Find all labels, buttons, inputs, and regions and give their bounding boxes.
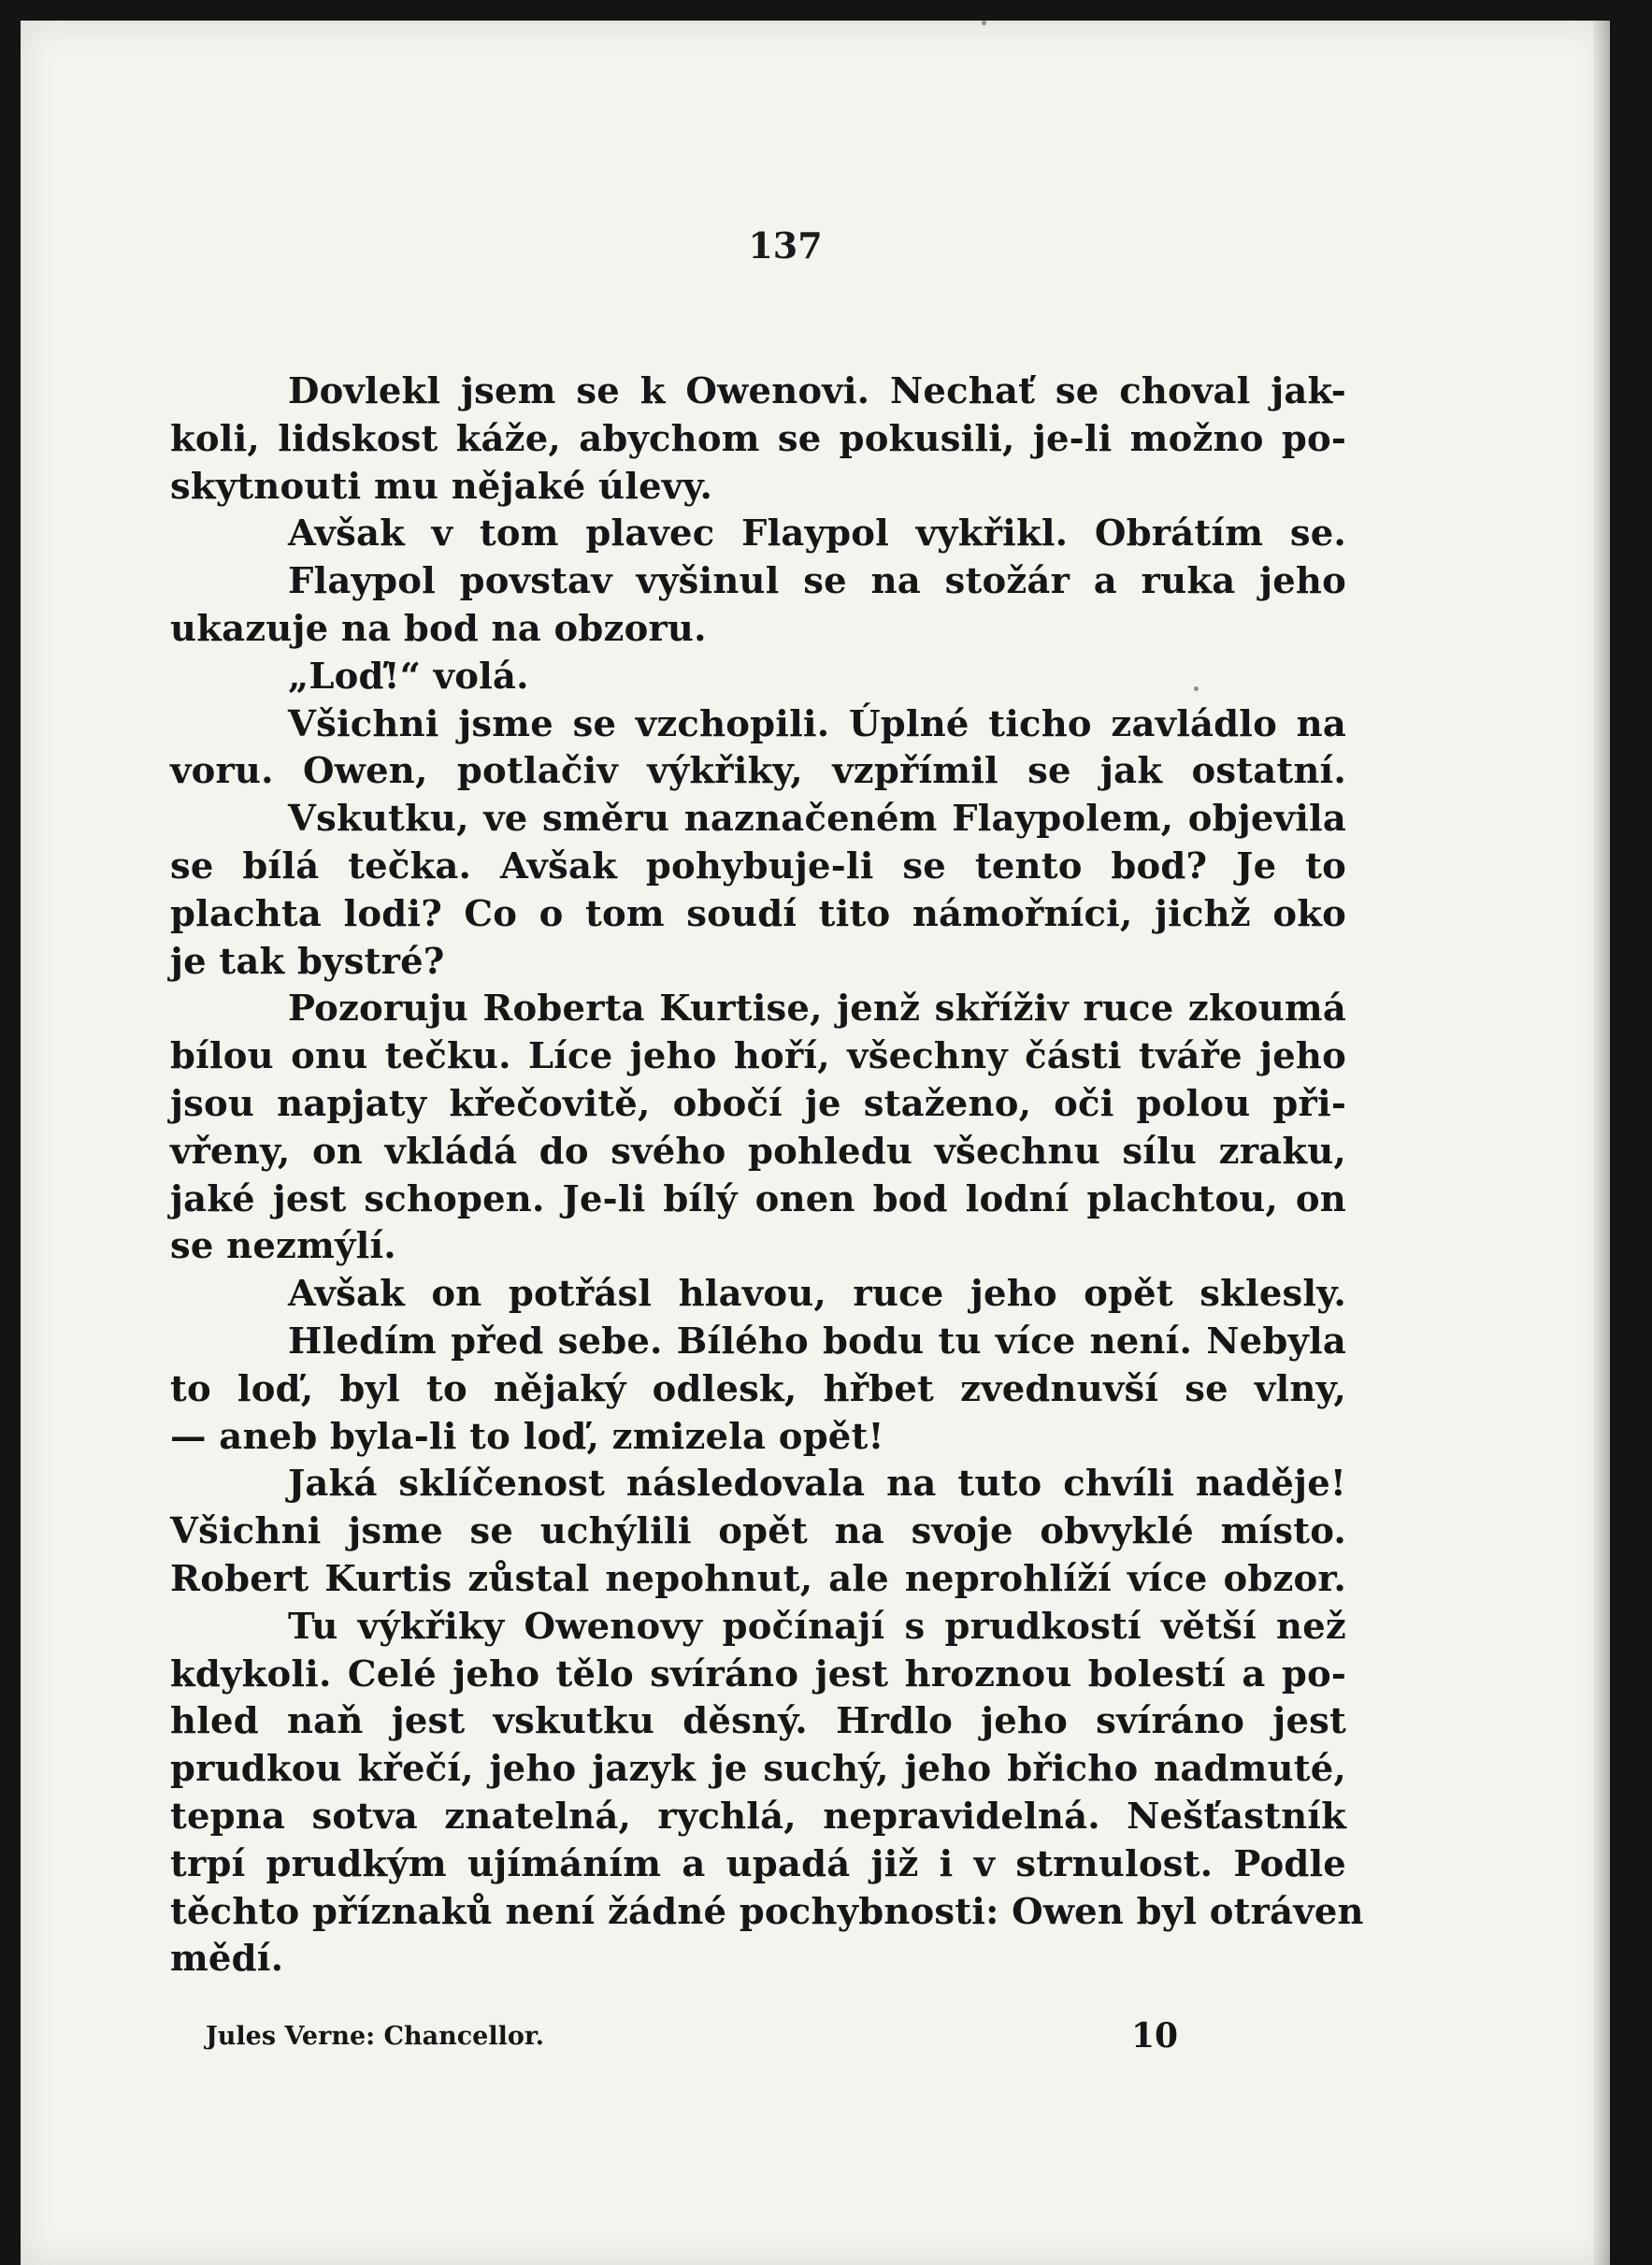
text-line: jsou napjaty křečovitě, obočí je staženo, oči polou při- [170, 1082, 1346, 1125]
text-line: to loď, byl to nějaký odlesk, hřbet zvednuvší se vlny, [170, 1367, 1346, 1410]
text-line: Pozoruju Roberta Kurtise, jenž skříživ ruce zkoumá [288, 988, 1346, 1031]
book-page [21, 21, 1610, 2265]
text-line: Avšak on potřásl hlavou, ruce jeho opět sklesly. [288, 1273, 1346, 1316]
text-line: „Loď!“ volá. [288, 655, 529, 698]
text-line: Flaypol povstav vyšinul se na stožár a ruka jeho [288, 560, 1346, 603]
print-speck [1194, 686, 1199, 691]
text-line: Hledím před sebe. Bílého bodu tu více není. Nebyla [288, 1320, 1346, 1363]
text-line: hled naň jest vskutku děsný. Hrdlo jeho svíráno jest [170, 1700, 1346, 1743]
text-line: tepna sotva znatelná, rychlá, nepravidelná. Nešťastník [170, 1795, 1346, 1838]
text-line: Vskutku, ve směru naznačeném Flaypolem, objevila [288, 798, 1346, 841]
text-line: těchto příznaků není žádné pochybnosti: Owen byl otráven [170, 1890, 1364, 1933]
text-line: kdykoli. Celé jeho tělo svíráno jest hroznou bolestí a po- [170, 1652, 1346, 1695]
text-line: Jaká sklíčenost následovala na tuto chvíli naděje! [288, 1463, 1346, 1506]
text-line: mědí. [170, 1938, 284, 1981]
text-line: trpí prudkým ujímáním a upadá již i v strnulost. Podle [170, 1842, 1346, 1885]
text-line: bílou onu tečku. Líce jeho hoří, všechny části tváře jeho [170, 1035, 1346, 1078]
body-text [170, 368, 1364, 1984]
text-line: vřeny, on vkládá do svého pohledu všechnu sílu zraku, [170, 1130, 1346, 1173]
text-line: se bílá tečka. Avšak pohybuje-li se tento bod? Je to [170, 844, 1346, 887]
text-line: Tu výkřiky Owenovy počínají s prudkostí větší než [288, 1605, 1346, 1648]
text-line: Všichni jsme se uchýlili opět na svoje obvyklé místo. [170, 1510, 1346, 1553]
text-line: Avšak v tom plavec Flaypol vykřikl. Obrátím se. [288, 512, 1346, 555]
page-edge-shadow [1593, 21, 1610, 2265]
print-speck [982, 21, 986, 25]
text-line: prudkou křečí, jeho jazyk je suchý, jeho břicho nadmuté, [170, 1748, 1346, 1791]
text-line: skytnouti mu nějaké úlevy. [170, 465, 713, 508]
text-line: Všichni jsme se vzchopili. Úplné ticho zavládlo na [288, 702, 1346, 745]
text-line: jaké jest schopen. Je-li bílý onen bod lodní plachtou, on [170, 1177, 1346, 1220]
footer-signature: Jules Verne: Chancellor. [206, 2022, 545, 2051]
footer-sheet-number: 10 [1131, 2016, 1179, 2056]
text-line: voru. Owen, potlačiv výkřiky, vzpřímil se jak ostatní. [170, 750, 1346, 793]
text-line: je tak bystré? [170, 940, 445, 983]
text-line: koli, lidskost káže, abychom se pokusili, je-li možno po- [170, 417, 1346, 460]
text-line: — aneb byla-li to loď, zmizela opět! [170, 1415, 884, 1458]
text-line: se nezmýlí. [170, 1225, 396, 1268]
page-footer [170, 2016, 1346, 2069]
page-number: 137 [748, 224, 823, 267]
text-line: Dovlekl jsem se k Owenovi. Nechať se choval jak- [288, 370, 1346, 412]
text-line: ukazuje na bod na obzoru. [170, 607, 707, 650]
text-line: Robert Kurtis zůstal nepohnut, ale neprohlíží více obzor. [170, 1557, 1346, 1600]
text-line: plachta lodi? Co o tom soudí tito námořníci, jichž oko [170, 892, 1346, 935]
